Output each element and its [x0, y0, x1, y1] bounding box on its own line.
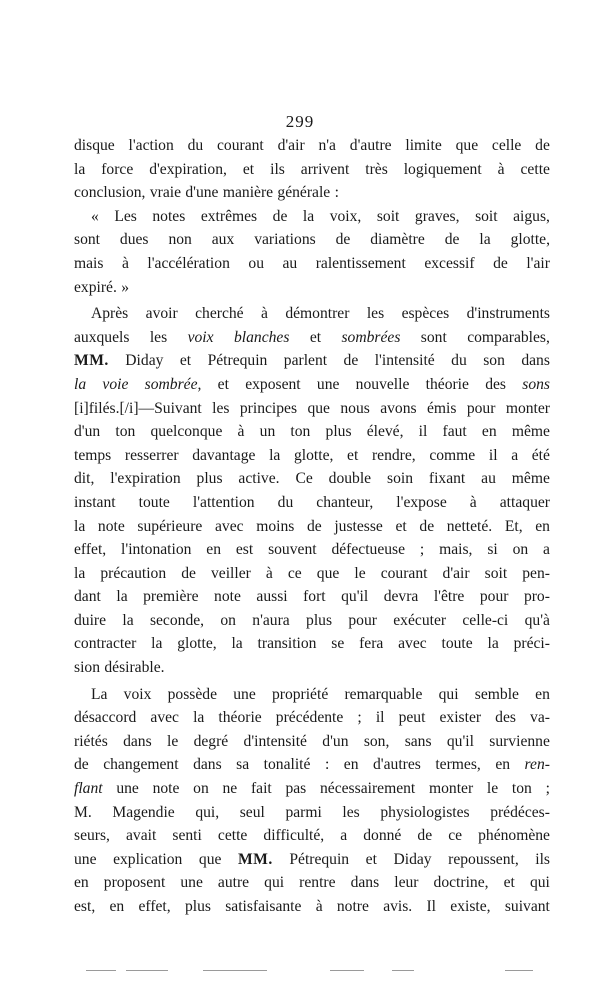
text-line: seurs, avait senti cette difficulté, a donné de ce phénomène — [74, 827, 550, 845]
text-line: MM. Diday et Pétrequin parlent de l'intensité du son dans — [74, 352, 550, 370]
text-line: la précaution de veiller à ce que le courant d'air soit pen- — [74, 564, 550, 582]
text-line: [i]filés.[/i]—Suivant les principes que nous avons émis pour monter — [74, 399, 550, 417]
text-line: auxquels les voix blanches et sombrées sont comparables, — [74, 328, 550, 346]
text-line: Après avoir cherché à démontrer les espèces d'instruments — [91, 305, 550, 323]
text-line: mais à l'accélération ou au ralentissement excessif de l'air — [74, 254, 550, 272]
text-line: d'un ton quelconque à un ton plus élevé, il faut en même — [74, 423, 550, 441]
text-line: contracter la glotte, la transition se fera avec toute la préci- — [74, 635, 550, 653]
text-line: de changement dans sa tonalité : en d'autres termes, en ren- — [74, 756, 550, 774]
body-text — [74, 134, 550, 919]
text-line: « Les notes extrêmes de la voix, soit graves, soit aigus, — [91, 207, 550, 225]
text-line: effet, l'intonation en est souvent défectueuse ; mais, si on a — [74, 541, 550, 559]
text-line: en proposent une autre qui rentre dans leur doctrine, et qui — [74, 874, 550, 892]
text-line: temps resserrer davantage la glotte, et rendre, comme il a été — [74, 446, 550, 464]
text-line: la note supérieure avec moins de justesse et de netteté. Et, en — [74, 517, 550, 535]
text-line: duire la seconde, on n'aura plus pour exécuter celle-ci qu'à — [74, 611, 550, 629]
text-line: conclusion, vraie d'une manière générale : — [74, 184, 339, 202]
text-line: flant une note on ne fait pas nécessairement monter le ton ; — [74, 780, 550, 798]
text-line: disque l'action du courant d'air n'a d'autre limite que celle de — [74, 137, 550, 154]
text-line: sont dues non aux variations de diamètre de la glotte, — [74, 231, 550, 249]
bottom-edge-marks — [0, 970, 600, 974]
text-line: M. Magendie qui, seul parmi les physiologistes prédéces- — [74, 803, 550, 821]
page-number: 299 — [285, 112, 315, 131]
text-line: désaccord avec la théorie précédente ; il peut exister des va- — [74, 709, 550, 727]
text-line: une explication que MM. Pétrequin et Diday repoussent, ils — [74, 850, 550, 868]
text-line: dant la première note aussi fort qu'il devra l'être pour pro- — [74, 588, 550, 606]
text-line: La voix possède une propriété remarquable qui semble en — [91, 685, 550, 703]
text-line: riétés dans le degré d'intensité d'un son, sans qu'il survienne — [74, 732, 550, 750]
text-line: expiré. » — [74, 278, 130, 296]
text-line: la force d'expiration, et ils arrivent très logiquement à cette — [74, 160, 550, 178]
text-line: sion désirable. — [74, 659, 165, 677]
text-line: instant toute l'attention du chanteur, l'expose à attaquer — [74, 493, 550, 511]
text-line: la voie sombrée, et exposent une nouvelle théorie des sons — [74, 375, 550, 393]
text-line: est, en effet, plus satisfaisante à notre avis. Il existe, suivant — [74, 898, 550, 915]
text-line: dit, l'expiration plus active. Ce double soin fixant au même — [74, 470, 550, 488]
